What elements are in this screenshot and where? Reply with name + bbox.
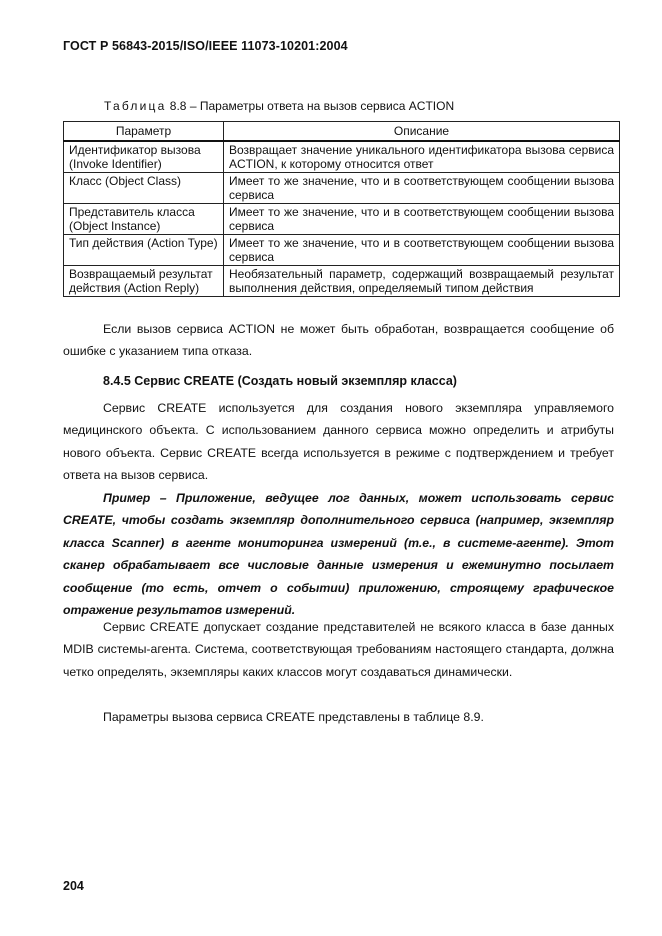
table-row <box>64 204 620 235</box>
table-row <box>64 141 620 173</box>
table-row <box>64 235 620 266</box>
description-cell: Имеет то же значение, что и в соответствующем сообщении вызова сервиса <box>224 235 620 266</box>
column-header-parameter: Параметр <box>64 122 224 142</box>
column-header-description: Описание <box>224 122 620 142</box>
page-number: 204 <box>63 879 84 893</box>
table-row <box>64 173 620 204</box>
paragraph-table-reference: Параметры вызова сервиса CREATE представлены в таблице 8.9. <box>103 710 484 724</box>
param-cell: Идентификатор вызова (Invoke Identifier) <box>64 141 224 173</box>
table-caption-number: 8.8 <box>169 99 187 113</box>
example-paragraph: Пример – Приложение, ведущее лог данных, может использовать сервис CREATE, чтобы создать экземпляр дополнительного сервиса (например, экземпляр класса Scanner) в агенте мониторинга измерений (т.е., в системе-агенте). Этот сканер обрабатывает все числовые данные измерения и ежеминутно посылает сообщение (то есть, отчет о событии) приложению, строящему графическое отражение результатов измерений. <box>63 491 614 618</box>
description-cell: Необязательный параметр, содержащий возвращаемый результат выполнения действия, определяемый типом действия <box>224 266 620 297</box>
table-row <box>64 266 620 297</box>
param-cell: Представитель класса (Object Instance) <box>64 204 224 235</box>
table-caption-label: Таблица <box>104 99 167 113</box>
paragraph-mdib: Сервис CREATE допускает создание представителей не всякого класса в базе данных MDIB системы-агента. Система, соответствующая требованиям настоящего стандарта, должна четко определять, экземпляры каких классов могут создаваться динамически. <box>63 620 614 679</box>
param-cell: Возвращаемый результат действия (Action Reply) <box>64 266 224 297</box>
param-cell: Класс (Object Class) <box>64 173 224 204</box>
description-cell: Имеет то же значение, что и в соответствующем сообщении вызова сервиса <box>224 173 620 204</box>
table-caption-title: Параметры ответа на вызов сервиса ACTION <box>199 99 455 113</box>
table-header-row <box>64 122 620 142</box>
param-cell: Тип действия (Action Type) <box>64 235 224 266</box>
table-caption <box>104 99 454 113</box>
document-header: ГОСТ Р 56843-2015/ISO/IEEE 11073-10201:2004 <box>63 39 348 53</box>
table-caption-dash: – <box>189 99 197 113</box>
description-cell: Возвращает значение уникального идентификатора вызова сервиса ACTION, к которому относится ответ <box>224 141 620 173</box>
paragraph-action-error: Если вызов сервиса ACTION не может быть обработан, возвращается сообщение об ошибке с указанием типа отказа. <box>63 322 614 359</box>
section-heading: 8.4.5 Сервис CREATE (Создать новый экземпляр класса) <box>103 374 457 388</box>
paragraph-create-description: Сервис CREATE используется для создания нового экземпляра управляемого медицинского объекта. С использованием данного сервиса можно определить и атрибуты нового объекта. Сервис CREATE всегда используется в режиме с подтверждением и требует ответа на вызов сервиса. <box>63 401 614 483</box>
description-cell: Имеет то же значение, что и в соответствующем сообщении вызова сервиса <box>224 204 620 235</box>
parameters-table <box>63 121 620 297</box>
